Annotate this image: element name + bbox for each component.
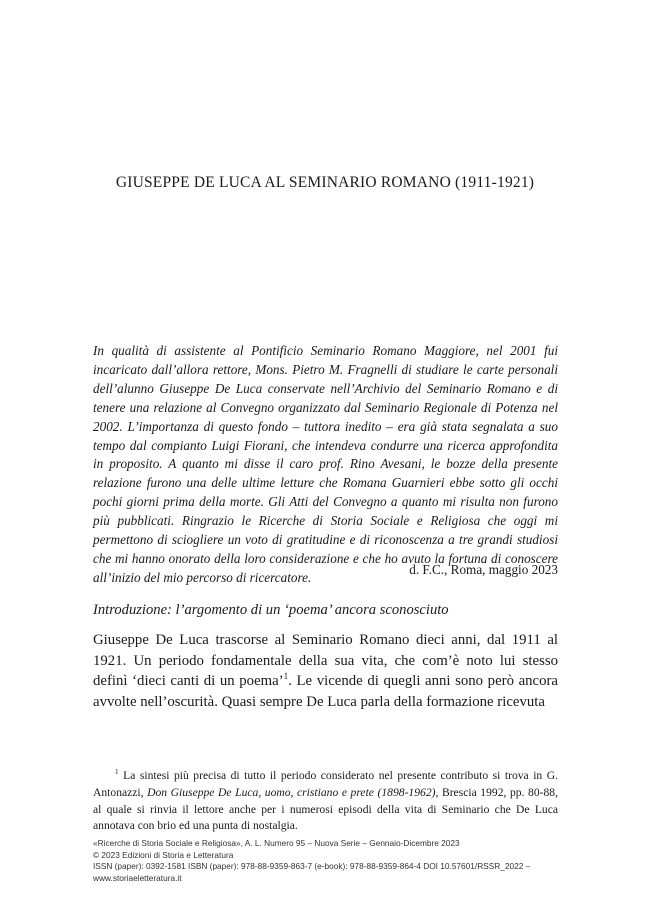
footnote-reference[interactable]: 1: [283, 671, 289, 682]
abstract-paragraph: In qualità di assistente al Pontificio Seminario Romano Maggiore, nel 2001 fui incaricato dall’allora rettore, Mons. Pietro M. Fragnelli di studiare le carte personali dell’alunno Giuseppe De Luca conservate nell’Archivio del Seminario Romano e di tenere una relazione al Convegno organizzato dal Seminario Regionale di Potenza nel 2002. L’importanza di questo fondo – tuttora inedito – era già stata segnalata a suo tempo dal compianto Luigi Fiorani, che intendeva condurre una ricerca approfondita in proposito. A quanto mi disse il caro prof. Rino Avesani, le bozze della presente relazione furono una delle ultime letture che Romana Guarnieri ebbe sotto gli occhi pochi giorni prima della morte. Gli Atti del Convegno a quanto mi risulta non furono più pubblicati. Ringrazio le Ricerche di Storia Sociale e Religiosa che oggi mi permettono di sciogliere un voto di gratitudine e di riconoscenza a tre grandi studiosi che mi hanno onorato della loro considerazione e che ho avuto la fortuna di conoscere all’inizio del mio percorso di ricercatore.: [93, 343, 558, 585]
author-signature: d. F.C., Roma, maggio 2023: [409, 562, 558, 577]
footnote-cited-title: Don Giuseppe De Luca, uomo, cristiano e prete (1898-1962): [147, 785, 436, 799]
footnote-text-part-1: La sintesi più precisa di tutto il periodo considerato nel presente contributo si trova in G. Antonazzi,: [93, 769, 558, 799]
section-heading: Introduzione: l’argomento di un ‘poema’ ancora sconosciuto: [93, 602, 449, 618]
publisher-website[interactable]: www.storiaeletteratura.it: [93, 872, 182, 883]
body-text-part-1: Giuseppe De Luca trascorse al Seminario Romano dieci anni, dal 1911 al 1921. Un periodo fondamentale della sua vita, che com’è noto lui stesso definì ‘dieci canti di un poema’: [93, 632, 558, 689]
issn-isbn-doi-line: ISSN (paper): 0392-1581 ISBN (paper): 978-88-9359-863-7 (e-book): 978-88-9359-864-4 DOI 10.57601/RSSR_2022 –: [93, 861, 531, 872]
footnote: [93, 768, 558, 835]
body-text-part-2: . Le vicende di quegli anni sono però ancora avvolte nell’oscurità. Quasi sempre De Luca parla della formazione ricevuta: [93, 673, 558, 710]
journal-info: [93, 838, 563, 884]
copyright-line: © 2023 Edizioni di Storia e Letteratura: [93, 849, 234, 860]
article-title: GIUSEPPE DE LUCA AL SEMINARIO ROMANO (1911-1921): [115, 174, 535, 191]
footnote-number: 1: [115, 768, 119, 777]
footnote-text-part-2: , Brescia 1992, pp. 80-88, al quale si rinvia il lettore anche per i numerosi episodi della vita di Seminario che De Luca annotava con brio ed una punta di nostalgia.: [93, 785, 558, 833]
journal-citation: «Ricerche di Storia Sociale e Religiosa», A. L. Numero 95 – Nuova Serie – Gennaio-Dicembre 2023: [93, 838, 460, 848]
body-paragraph: [93, 630, 558, 712]
